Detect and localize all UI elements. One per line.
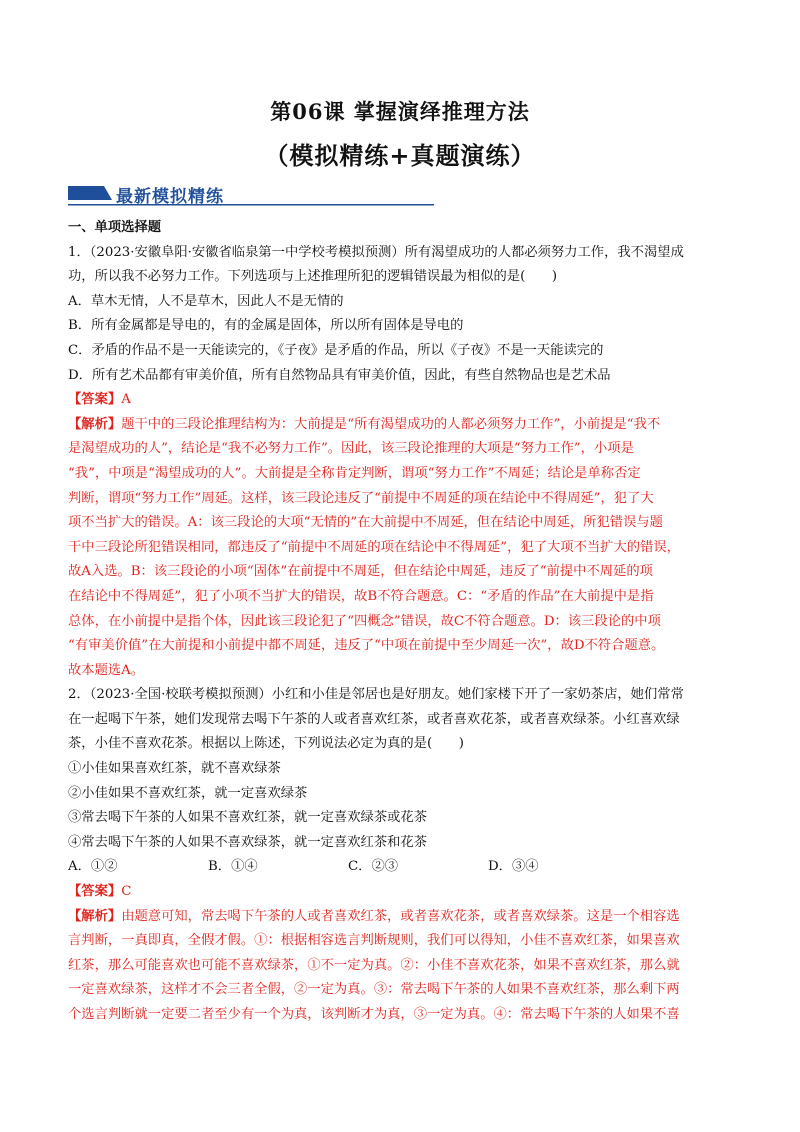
q1-stem-line: 1．（2023·安徽阜阳·安徽省临泉第一中学校考模拟预测）所有渴望成功的人都必须努力工作，我不渴望成 xyxy=(68,244,684,260)
analysis-tag: 【解析】 xyxy=(68,908,122,924)
q1-analysis-line: “我”，中项是“渴望成功的人”。大前提是全称肯定判断，谓项“努力工作”不周延；结论是单称否定 xyxy=(68,465,641,481)
q2-option-d: D．③④ xyxy=(488,859,539,875)
q2-statement: ④常去喝下午茶的人如果不喜欢绿茶，就一定喜欢红茶和花茶 xyxy=(68,834,428,850)
q1-stem-line: 功，所以我不必努力工作。下列选项与上述推理所犯的逻辑错误最为相似的是( ) xyxy=(68,269,558,285)
q2-stem-line: 在一起喝下午茶，她们发现常去喝下午茶的人或者喜欢红茶，或者喜欢花茶，或者喜欢绿茶。小红喜欢绿 xyxy=(68,711,680,727)
page-subtitle: （模拟精练+真题演练） xyxy=(264,141,536,170)
q1-analysis-line: 是渴望成功的人”，结论是“我不必努力工作”。因此，该三段论推理的大项是“努力工作”，小项是 xyxy=(68,441,634,457)
q1-analysis-line: “有审美价值”在大前提和小前提中都不周延，违反了“中项在前提中至少周延一次”，故D不符合题意。 xyxy=(68,638,665,654)
q2-analysis-line: 个选言判断就一定要二者至少有一个为真，该判断才为真，③一定为真。④：常去喝下午茶的人如果不喜 xyxy=(68,1007,680,1022)
q1-analysis-line: 项不当扩大的错误。A：该三段论的大项“无情的”在大前提中不周延，但在结论中周延，所犯错误与题 xyxy=(68,515,663,531)
q2-statement: ③常去喝下午茶的人如果不喜欢红茶，就一定喜欢绿茶或花茶 xyxy=(68,810,428,826)
q2-option-a: A．①② xyxy=(68,859,118,875)
q2-stem-line: 2．（2023·全国·校联考模拟预测）小红和小佳是邻居也是好朋友。她们家楼下开了一家奶茶店，她们常常 xyxy=(68,687,684,703)
q2-statement: ②小佳如果不喜欢红茶，就一定喜欢绿茶 xyxy=(68,785,308,801)
q1-analysis-line: 故本题选A。 xyxy=(68,662,145,678)
q2-answer xyxy=(68,880,734,905)
analysis-tag: 【解析】 xyxy=(68,416,122,432)
q1-analysis-line xyxy=(68,413,734,438)
q2-analysis-line: 一定喜欢绿茶，这样才不会三者全假，②一定为真。③：常去喝下午茶的人如果不喜欢红茶，那么剩下两 xyxy=(68,982,680,998)
answer-value: C xyxy=(121,884,132,900)
analysis-text: 题干中的三段论推理结构为：大前提是“所有渴望成功的人都必须努力工作”，小前提是“我不 xyxy=(121,416,661,432)
q1-analysis-line: 判断，谓项“努力工作”周延。这样，该三段论违反了“前提中不周延的项在结论中不得周延”，犯了大 xyxy=(68,490,654,506)
q1-analysis-line: 故A入选。B：该三段论的小项“固体”在前提中不周延，但在结论中周延，违反了“前提中不周延的项 xyxy=(68,564,653,580)
q2-stem-line: 茶，小佳不喜欢花茶。根据以上陈述，下列说法必定为真的是( ) xyxy=(68,736,464,752)
section-heading: 一、单项选择题 xyxy=(68,220,162,235)
q1-answer xyxy=(68,388,734,413)
answer-tag: 【答案】 xyxy=(68,392,122,408)
analysis-text: 由题意可知，常去喝下午茶的人或者喜欢红茶，或者喜欢花茶，或者喜欢绿茶。这是一个相容选 xyxy=(121,908,680,924)
q2-options xyxy=(68,855,734,880)
q1-option-b: B．所有金属都是导电的，有的金属是固体，所以所有固体是导电的 xyxy=(68,318,464,334)
q2-option-b: B．①④ xyxy=(208,859,258,875)
banner-label: 最新模拟精练 xyxy=(116,187,224,207)
q1-analysis-line: 总体，在小前提中是指个体，因此该三段论犯了“四概念”错误，故C不符合题意。D：该三段论的中项 xyxy=(68,613,661,629)
q2-analysis-line: 红茶，那么可能喜欢也可能不喜欢绿茶，①不一定为真。②：小佳不喜欢花茶，如果不喜欢红茶，那么就 xyxy=(68,957,680,973)
q2-analysis-line xyxy=(68,905,734,930)
q1-option-d: D．所有艺术品都有审美价值，所有自然物品具有审美价值，因此，有些自然物品也是艺术品 xyxy=(68,367,611,383)
q2-analysis-line: 言判断，一真即真，全假才假。①：根据相容选言判断规则，我们可以得知，小佳不喜欢红茶，如果喜欢 xyxy=(68,933,680,949)
q1-analysis-line: 在结论中不得周延”，犯了小项不当扩大的错误，故B不符合题意。C：“矛盾的作品”在大前提中是指 xyxy=(68,588,654,604)
section-banner xyxy=(68,180,434,208)
q1-option-c: C．矛盾的作品不是一天能读完的，《子夜》是矛盾的作品，所以《子夜》不是一天能读完的 xyxy=(68,342,604,358)
q1-option-a: A．草木无情，人不是草木，因此人不是无情的 xyxy=(68,293,344,309)
q1-analysis-line: 干中三段论所犯错误相同，都违反了“前提中不周延的项在结论中不得周延”，犯了大项不当扩大的错误， xyxy=(68,539,680,555)
answer-value: A xyxy=(121,392,131,408)
answer-tag: 【答案】 xyxy=(68,884,122,900)
q2-statement: ①小佳如果喜欢红茶，就不喜欢绿茶 xyxy=(68,761,281,777)
page-title: 第06课 掌握演绎推理方法 xyxy=(270,99,530,124)
q2-option-c: C．②③ xyxy=(348,859,399,875)
content xyxy=(68,216,734,1028)
